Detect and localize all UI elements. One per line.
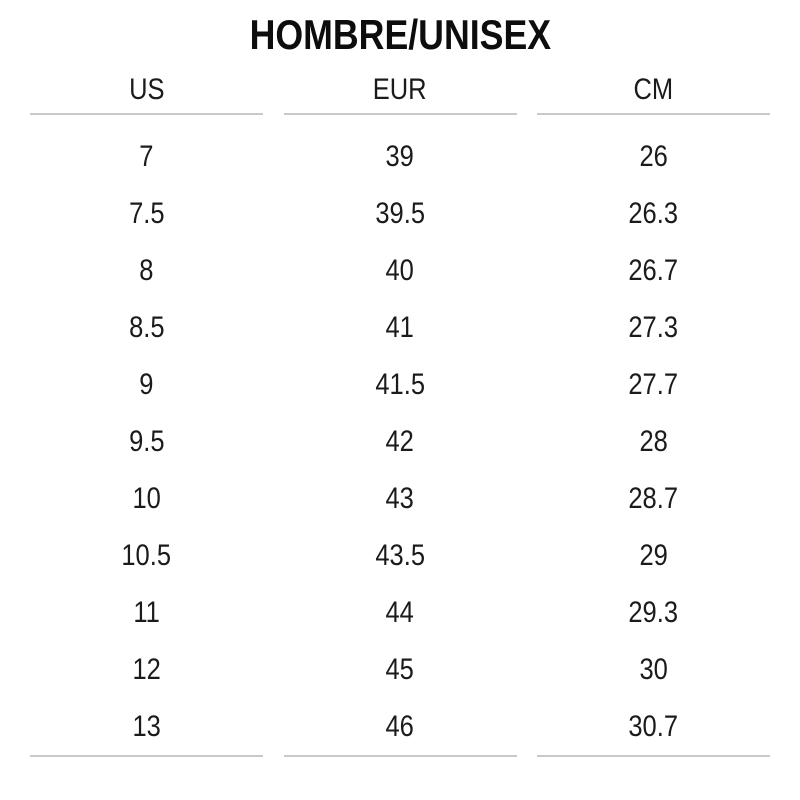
- table-row: [30, 299, 770, 356]
- table-row: [30, 242, 770, 299]
- cell-cm-value: 30: [639, 652, 668, 686]
- cell-cm-value: 29.3: [628, 595, 679, 629]
- column-header-cm-label: CM: [633, 73, 674, 106]
- column-header-eur: [284, 73, 517, 113]
- header-divider-row: [30, 113, 770, 115]
- footer-divider-eur: [284, 755, 517, 757]
- cell-us-value: 9.5: [128, 424, 165, 458]
- cell-us: [30, 539, 263, 573]
- page-title: [30, 11, 770, 58]
- cell-us: [30, 254, 263, 288]
- table-row: [30, 413, 770, 470]
- column-header-us-label: US: [128, 73, 165, 106]
- cell-us-value: 12: [132, 652, 161, 686]
- table-row: [30, 470, 770, 527]
- cell-eur: [284, 482, 517, 516]
- cell-cm: [537, 539, 770, 573]
- table-row: [30, 185, 770, 242]
- cell-eur-value: 41: [385, 310, 415, 344]
- header-divider-cm: [537, 113, 770, 115]
- cell-cm-value: 27.3: [628, 310, 679, 344]
- cell-us-value: 7: [139, 139, 154, 173]
- cell-eur-value: 43.5: [375, 538, 425, 572]
- cell-us: [30, 368, 263, 402]
- cell-us: [30, 311, 263, 345]
- header-divider-us: [30, 113, 263, 115]
- cell-eur: [284, 140, 517, 174]
- table-row: [30, 527, 770, 584]
- cell-cm: [537, 653, 770, 687]
- cell-cm-value: 28.7: [628, 481, 679, 515]
- cell-cm: [537, 140, 770, 174]
- cell-cm-value: 27.7: [628, 367, 679, 401]
- cell-us: [30, 596, 263, 630]
- cell-cm-value: 30.7: [628, 709, 679, 743]
- cell-eur: [284, 710, 517, 744]
- column-header-eur-label: EUR: [373, 73, 427, 106]
- table-header-row: [30, 56, 770, 113]
- cell-us-value: 13: [132, 709, 161, 743]
- table-row: [30, 641, 770, 698]
- cell-us: [30, 140, 263, 174]
- cell-us: [30, 425, 263, 459]
- cell-cm-value: 26.7: [628, 253, 679, 287]
- table-body: [30, 128, 770, 755]
- cell-eur-value: 39: [385, 139, 415, 173]
- page-title-text: HOMBRE/UNISEX: [249, 11, 551, 58]
- cell-cm: [537, 710, 770, 744]
- cell-eur-value: 44: [385, 595, 415, 629]
- cell-cm: [537, 596, 770, 630]
- cell-us-value: 9: [139, 367, 154, 401]
- footer-divider-us: [30, 755, 263, 757]
- cell-cm: [537, 254, 770, 288]
- cell-cm: [537, 311, 770, 345]
- footer-divider-row: [30, 755, 770, 757]
- table-row: [30, 128, 770, 185]
- cell-us-value: 8.5: [128, 310, 165, 344]
- cell-eur: [284, 197, 517, 231]
- cell-eur: [284, 254, 517, 288]
- cell-cm: [537, 197, 770, 231]
- cell-eur-value: 40: [385, 253, 415, 287]
- cell-eur-value: 41.5: [375, 367, 425, 401]
- cell-eur: [284, 596, 517, 630]
- cell-cm-value: 26.3: [628, 196, 679, 230]
- footer-divider-cm: [537, 755, 770, 757]
- cell-eur: [284, 425, 517, 459]
- table-row: [30, 584, 770, 641]
- cell-eur-value: 42: [385, 424, 415, 458]
- cell-us: [30, 710, 263, 744]
- column-header-us: [30, 73, 263, 113]
- size-table: [30, 56, 770, 757]
- cell-eur: [284, 368, 517, 402]
- table-row: [30, 356, 770, 413]
- cell-eur: [284, 653, 517, 687]
- cell-us-value: 7.5: [128, 196, 165, 230]
- cell-eur-value: 46: [385, 709, 415, 743]
- cell-us: [30, 653, 263, 687]
- cell-cm: [537, 425, 770, 459]
- cell-us-value: 8: [139, 253, 154, 287]
- cell-us-value: 10: [132, 481, 161, 515]
- column-header-cm: [537, 73, 770, 113]
- cell-cm-value: 26: [639, 139, 668, 173]
- cell-us: [30, 197, 263, 231]
- cell-eur: [284, 539, 517, 573]
- header-divider-eur: [284, 113, 517, 115]
- cell-cm: [537, 368, 770, 402]
- cell-us: [30, 482, 263, 516]
- cell-us-value: 10.5: [121, 538, 172, 572]
- cell-cm-value: 29: [639, 538, 668, 572]
- cell-us-value: 11: [133, 595, 160, 629]
- cell-eur: [284, 311, 517, 345]
- cell-eur-value: 39.5: [375, 196, 425, 230]
- table-row: [30, 698, 770, 755]
- cell-eur-value: 43: [385, 481, 415, 515]
- cell-cm-value: 28: [639, 424, 668, 458]
- cell-cm: [537, 482, 770, 516]
- cell-eur-value: 45: [385, 652, 415, 686]
